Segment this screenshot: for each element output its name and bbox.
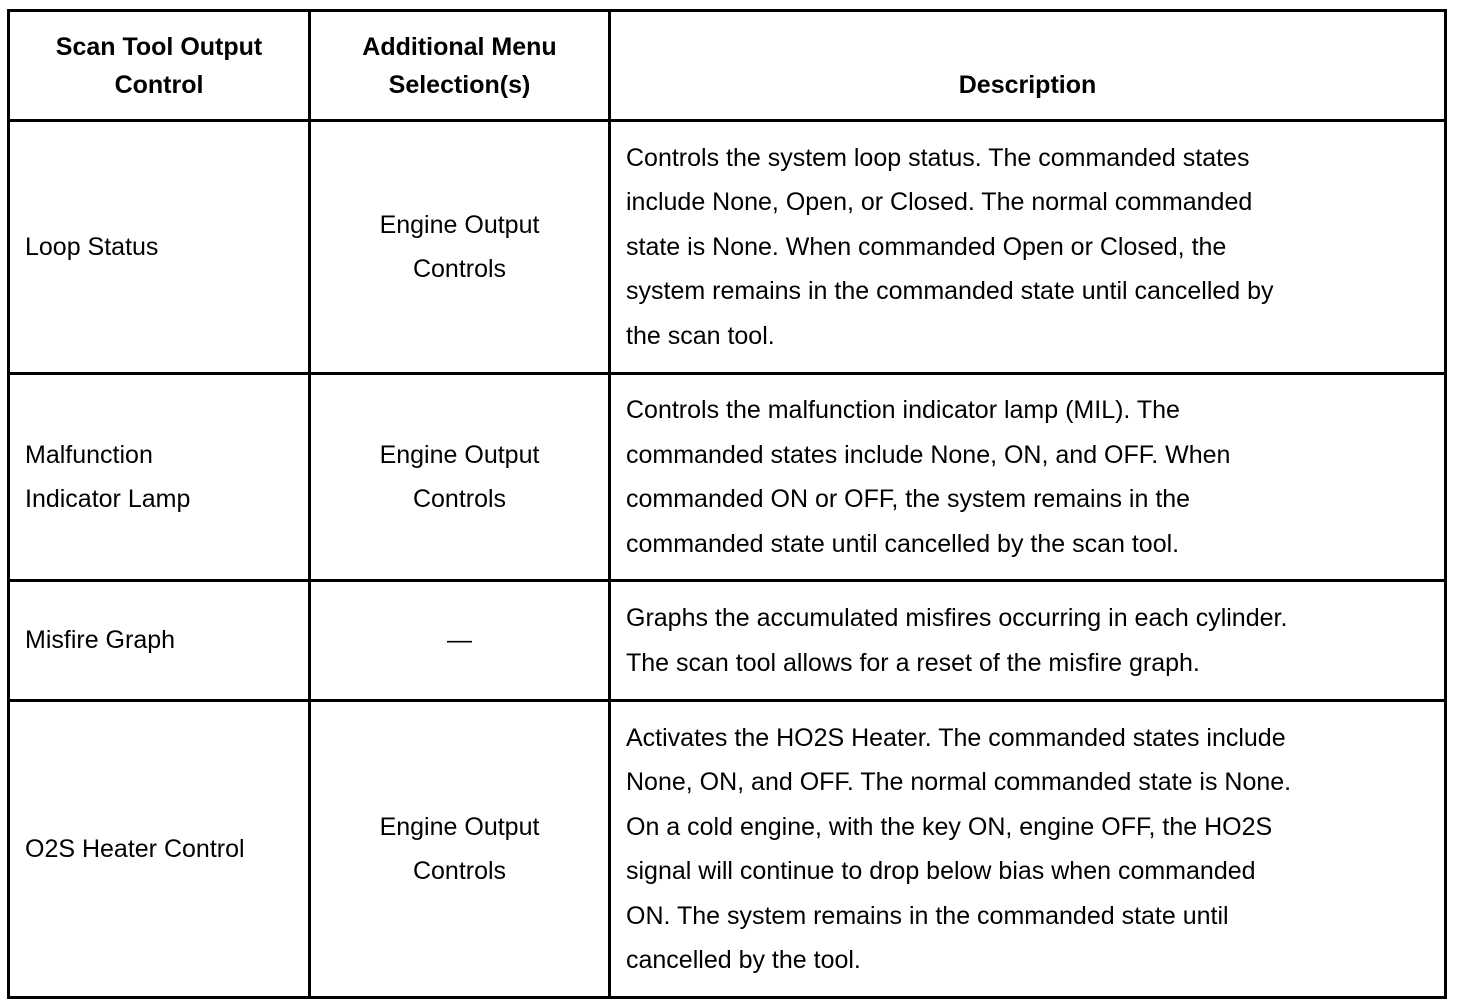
table-row: [9, 121, 1446, 374]
header-output-control: [9, 11, 310, 121]
row-menu-line: Controls: [412, 485, 507, 513]
header-description: [610, 11, 1446, 121]
row-description-line: On a cold engine, with the key ON, engine OFF, the HO2S: [626, 812, 1273, 841]
row-menu-selection: [310, 374, 610, 581]
row-control-name: [9, 374, 310, 581]
header-menu-selection: [310, 11, 610, 121]
row-control-name-line: Loop Status: [25, 232, 159, 261]
row-menu-line: Engine Output: [379, 812, 540, 841]
row-control-name: [9, 581, 310, 701]
row-description-line: The scan tool allows for a reset of the misfire graph.: [626, 648, 1200, 677]
row-description: [610, 701, 1446, 998]
row-description-line: commanded state until cancelled by the scan tool.: [626, 529, 1180, 558]
header-menu-selection-line-2: Selection(s): [388, 70, 531, 99]
row-menu-dash: —: [447, 626, 472, 655]
row-description-line: include None, Open, or Closed. The normal commanded: [626, 188, 1253, 217]
table-row: [9, 581, 1446, 701]
row-description: [610, 374, 1446, 581]
row-control-name-line: Misfire Graph: [25, 626, 176, 655]
row-description-line: Controls the malfunction indicator lamp (MIL). The: [626, 396, 1180, 424]
row-menu-line: Engine Output: [379, 440, 540, 469]
row-menu-line: Controls: [412, 857, 507, 885]
header-output-control-line-1: Scan Tool Output: [55, 32, 263, 61]
row-control-name: [9, 701, 310, 998]
row-description-line: signal will continue to drop below bias when commanded: [626, 857, 1256, 885]
table-header-row: [9, 11, 1446, 121]
output-controls-table: [7, 9, 1447, 999]
row-control-name-line: Indicator Lamp: [25, 485, 191, 513]
row-control-name-line: Malfunction: [25, 440, 153, 469]
row-description: [610, 581, 1446, 701]
row-menu-selection: [310, 121, 610, 374]
row-menu-line: Controls: [412, 255, 507, 283]
header-description-label: Description: [958, 70, 1097, 99]
row-description-line: ON. The system remains in the commanded state until: [626, 901, 1229, 930]
row-control-name: [9, 121, 310, 374]
row-control-name-line: O2S Heater Control: [25, 834, 245, 863]
row-description-line: None, ON, and OFF. The normal commanded state is None.: [626, 768, 1292, 796]
table-row: [9, 374, 1446, 581]
header-output-control-line-2: Control: [114, 70, 204, 99]
table-row: [9, 701, 1446, 998]
header-menu-selection-line-1: Additional Menu: [362, 32, 557, 61]
row-menu-selection: [310, 581, 610, 701]
row-description-line: Graphs the accumulated misfires occurring in each cylinder.: [626, 604, 1288, 632]
row-description-line: state is None. When commanded Open or Closed, the: [626, 232, 1227, 261]
row-description-line: Activates the HO2S Heater. The commanded states include: [626, 723, 1286, 752]
row-description-line: commanded ON or OFF, the system remains in the: [626, 485, 1191, 513]
row-description: [610, 121, 1446, 374]
row-description-line: cancelled by the tool.: [626, 946, 861, 974]
row-description-line: system remains in the commanded state until cancelled by: [626, 277, 1274, 306]
row-description-line: Controls the system loop status. The commanded states: [626, 143, 1250, 172]
row-description-line: the scan tool.: [626, 321, 775, 350]
row-menu-line: Engine Output: [379, 210, 540, 239]
row-menu-selection: [310, 701, 610, 998]
row-description-line: commanded states include None, ON, and OFF. When: [626, 440, 1231, 469]
